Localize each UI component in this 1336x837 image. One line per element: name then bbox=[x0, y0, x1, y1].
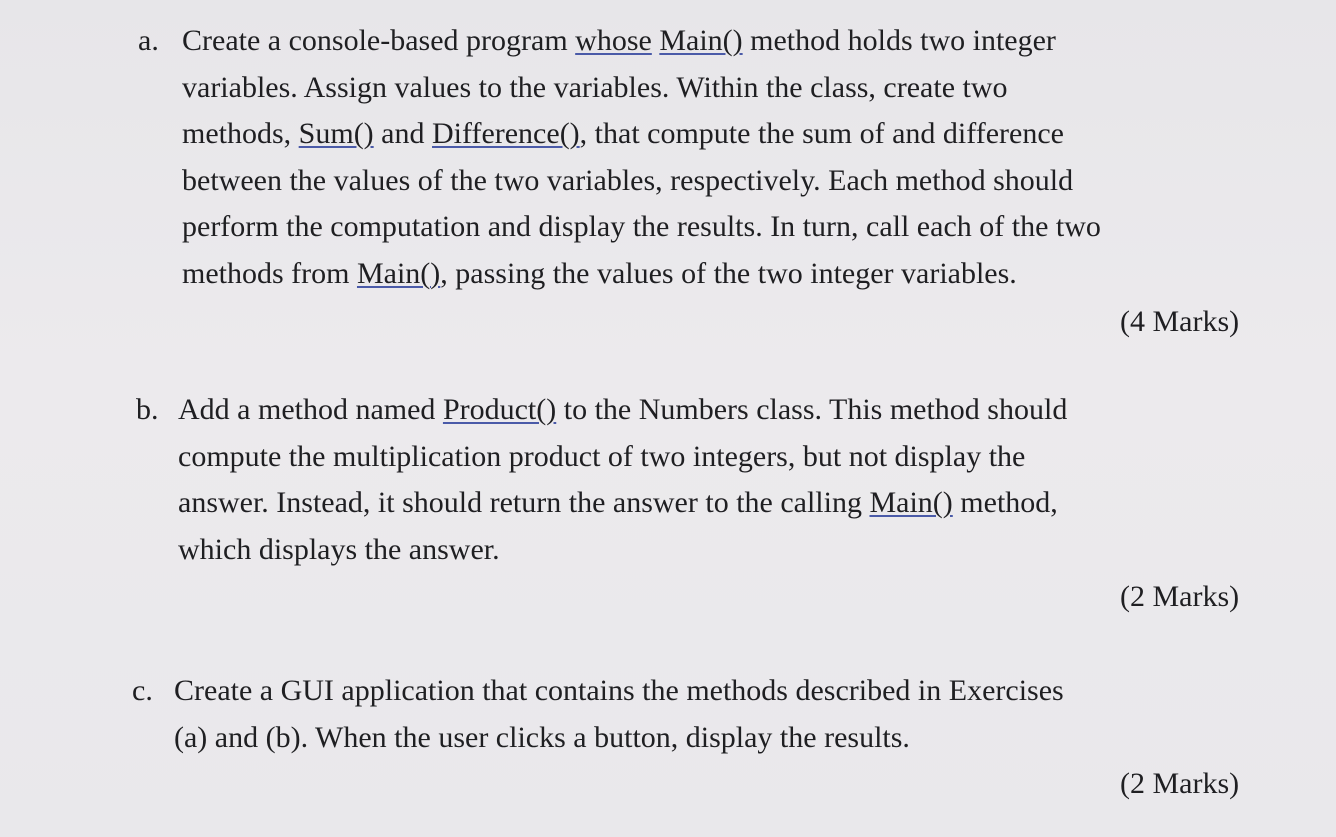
text-segment: Create a console-based program bbox=[182, 24, 576, 57]
method-name: whose bbox=[575, 24, 652, 57]
text-line bbox=[182, 158, 1101, 205]
method-name: Sum() bbox=[298, 117, 374, 150]
question-letter: b. bbox=[136, 393, 159, 426]
method-name: Main() bbox=[356, 256, 441, 290]
text-segment: method, bbox=[952, 486, 1058, 519]
text-segment: (a) and (b). When the user clicks a button, display the results. bbox=[174, 720, 910, 754]
text-segment: methods, bbox=[182, 117, 299, 150]
text-line bbox=[182, 65, 1101, 112]
text-segment: , passing the values of the two integer variables. bbox=[440, 256, 1017, 290]
text-line bbox=[182, 18, 1101, 65]
text-segment: , that compute the sum of and difference bbox=[579, 117, 1064, 150]
marks-label: (2 Marks) bbox=[1120, 580, 1240, 613]
text-line bbox=[182, 111, 1101, 158]
text-line bbox=[178, 480, 1067, 527]
question-letter: a. bbox=[138, 24, 159, 57]
text-segment: Add a method named bbox=[178, 393, 443, 426]
method-name: Main() bbox=[869, 486, 953, 519]
method-name: Product() bbox=[442, 393, 557, 426]
text-line bbox=[178, 387, 1067, 434]
text-segment: method holds two integer bbox=[742, 24, 1056, 57]
text-segment: to the Numbers class. This method should bbox=[556, 393, 1068, 426]
text-segment: between the values of the two variables, respectively. Each method should bbox=[182, 163, 1074, 197]
method-name: Main() bbox=[659, 24, 743, 57]
question-text bbox=[178, 387, 1067, 573]
text-line bbox=[174, 668, 1064, 715]
text-line bbox=[174, 715, 1064, 762]
text-segment: which displays the answer. bbox=[178, 532, 500, 566]
question-letter: c. bbox=[132, 674, 153, 707]
text-segment: answer. Instead, it should return the answer to the calling bbox=[178, 486, 870, 519]
question-text bbox=[174, 668, 1064, 761]
text-segment: Create a GUI application that contains the methods described in Exercises bbox=[174, 674, 1064, 707]
text-segment: and bbox=[373, 117, 432, 150]
text-line bbox=[182, 204, 1101, 251]
text-line bbox=[178, 527, 1067, 574]
text-segment: methods from bbox=[182, 256, 357, 290]
method-name: Difference() bbox=[432, 117, 580, 150]
text-line bbox=[178, 434, 1067, 481]
question-text bbox=[182, 18, 1101, 297]
text-segment: variables. Assign values to the variables. Within the class, create two bbox=[182, 70, 1008, 104]
marks-label: (4 Marks) bbox=[1120, 305, 1240, 338]
text-segment: perform the computation and display the results. In turn, call each of the two bbox=[182, 210, 1101, 243]
text-segment: compute the multiplication product of two integers, but not display the bbox=[178, 439, 1026, 473]
text-line bbox=[182, 251, 1101, 298]
marks-label: (2 Marks) bbox=[1120, 767, 1240, 800]
